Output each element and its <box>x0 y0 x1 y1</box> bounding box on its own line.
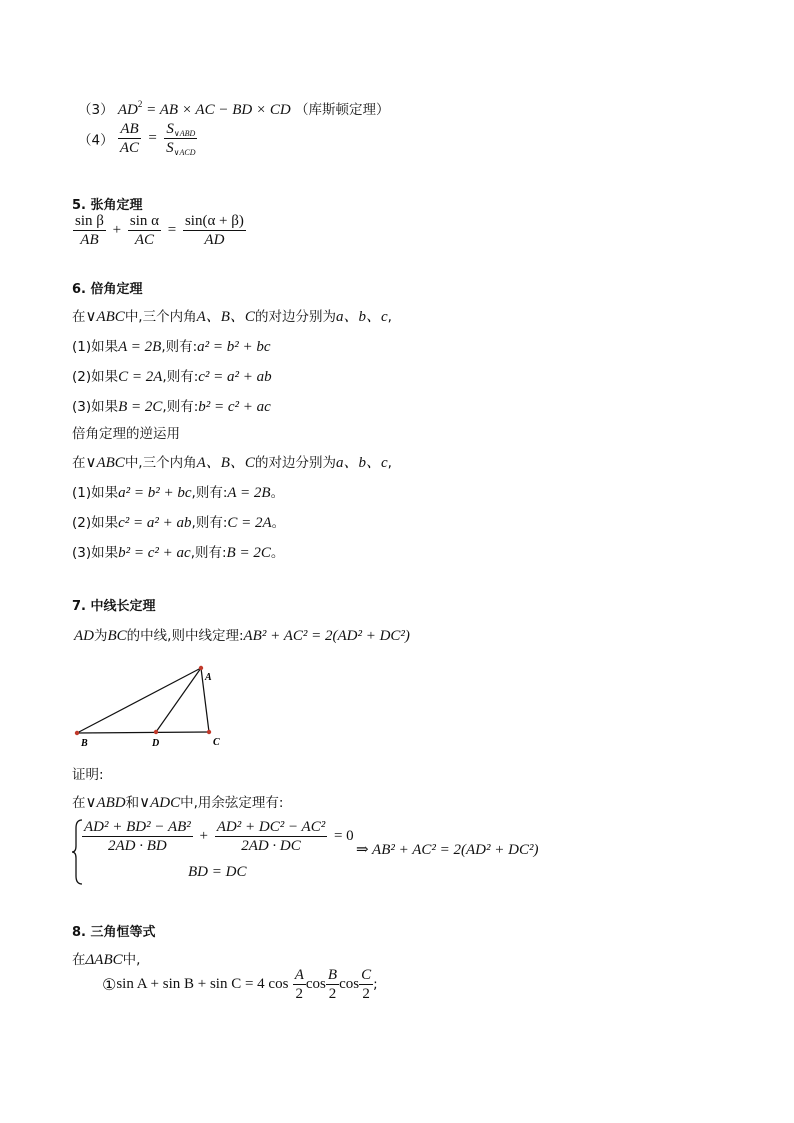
median-ad <box>156 668 201 732</box>
label-a: A <box>205 672 212 683</box>
label-d: D <box>152 738 160 749</box>
sec6-intro-repeat: 在∨ABC中,三个内角A、B、C的对边分别为a、b、c, <box>72 455 392 471</box>
section-heading: 7. 中线长定理 <box>72 599 156 614</box>
item-label: （3） <box>78 102 114 118</box>
section-heading: 5. 张角定理 <box>72 198 143 213</box>
system-line-2: BD = DC <box>188 864 247 880</box>
formula-block: $\frac{\text{sin β}}{AB}$ + $\frac{\text{sin α}}{AC}$ = $\frac{\sin(\alpha + \beta)}{AD}$ <box>75 213 244 248</box>
side-bc <box>77 732 209 733</box>
conclusion: ⇒ AB² + AC² = 2(AD² + DC²) <box>356 842 539 858</box>
formula: $AD^2$ = AB × AC − BD × CD <box>117 99 291 118</box>
side-ab <box>77 668 201 733</box>
proof-title: 证明: <box>72 767 104 783</box>
item-3 <box>78 98 389 119</box>
identity-1: ①sin A + sin B + sin C = 4 cos $\frac{A}{2}$ cos $\frac{B}{2}$ cos $\frac{C}{2}$ ; <box>102 967 378 1002</box>
point-d <box>154 730 158 734</box>
section-heading: 6. 倍角定理 <box>72 282 143 297</box>
converse-3: (3)如果b² = c² + ac,则有:B = 2C。 <box>72 545 285 561</box>
triangle-figure <box>70 660 230 750</box>
converse-title: 倍角定理的逆运用 <box>72 426 180 442</box>
formula-note: （库斯顿定理） <box>294 102 390 118</box>
point-a <box>199 666 203 670</box>
item-label: （4） <box>78 132 114 149</box>
system-line-1: $\frac{\text{AD² + BD² − AB²}}{2AD \cdot BD}$ + $\frac{\text{AD² + DC² − AC²}}{2AD \cdot DC}$ = 0 <box>84 819 354 854</box>
rule-3: (3)如果B = 2C,则有:b² = c² + ac <box>72 399 271 415</box>
proof-line: 在∨ABD和∨ADC中,用余弦定理有: <box>72 795 284 811</box>
point-b <box>75 731 79 735</box>
rule-2: (2)如果C = 2A,则有:c² = a² + ab <box>72 369 272 385</box>
label-c: C <box>213 737 220 748</box>
section-heading: 8. 三角恒等式 <box>72 925 156 940</box>
fraction: $\frac{S_{\vee ABD}}{S_{\vee ACD}}$ <box>166 121 196 157</box>
item-4: （4） $\frac{AB}{AC}$ = $\frac{S_{\vee ABD}}{S_{\vee ACD}}$ <box>78 121 196 157</box>
median-statement: AD为BC的中线,则中线定理:AB² + AC² = 2(AD² + DC²) <box>74 628 410 644</box>
sec8-intro: 在ΔABC中, <box>72 952 141 968</box>
rule-1: (1)如果A = 2B,则有:a² = b² + bc <box>72 339 271 355</box>
converse-2: (2)如果c² = a² + ab,则有:C = 2A。 <box>72 515 286 531</box>
point-c <box>207 730 211 734</box>
fraction: $\frac{AB}{AC}$ <box>119 121 140 156</box>
label-b: B <box>81 738 88 749</box>
converse-1: (1)如果a² = b² + bc,则有:A = 2B。 <box>72 485 285 501</box>
sec6-intro: 在∨ABC中,三个内角A、B、C的对边分别为a、b、c, <box>72 309 392 325</box>
